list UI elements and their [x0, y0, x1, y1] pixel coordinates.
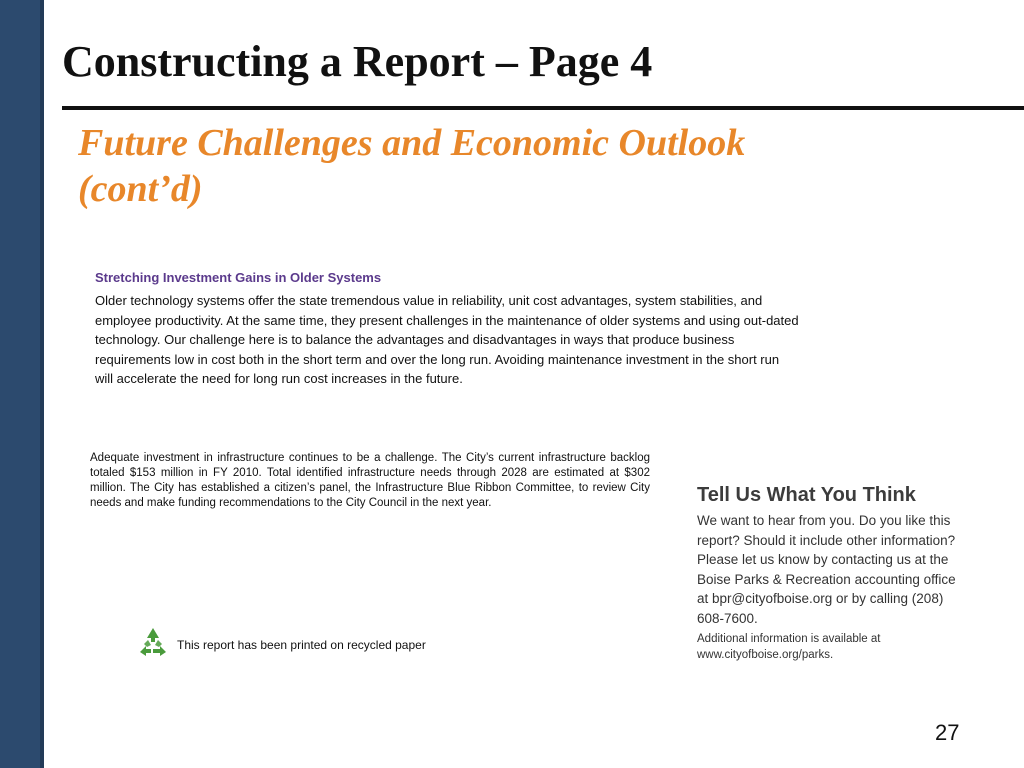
- infrastructure-paragraph: Adequate investment in infrastructure continues to be a challenge. The City’s current infrastructure backlog totaled $153 million in FY 2010. Total identified infrastructure needs through 2028 are estimated at $302 million. The City has established a citizen’s panel, the Infrastructure Blue Ribbon Committee, to review City needs and make funding recommendations to the City Council in the next year.: [90, 452, 650, 509]
- page-number: 27: [935, 720, 960, 745]
- subtitle-line-1: Future Challenges and Economic Outlook: [78, 122, 746, 164]
- slide-title: Constructing a Report – Page 4: [62, 37, 653, 86]
- recycle-note-text: This report has been printed on recycled paper: [177, 638, 426, 652]
- left-sidebar-edge: [40, 0, 44, 768]
- feedback-box: [697, 484, 967, 663]
- feedback-heading: Tell Us What You Think: [697, 484, 916, 506]
- subtitle-line-2: (cont’d): [78, 168, 203, 210]
- left-sidebar-bar: [0, 0, 44, 768]
- feedback-additional-info: [697, 631, 967, 663]
- title-divider: [62, 106, 1024, 110]
- stretching-paragraph: Older technology systems offer the state tremendous value in reliability, unit cost advantages, system stabilities, and employee productivity. At the same time, they present challenges in the maintenance of older systems and using out-dated technology. Our challenge here is to balance the advantages and disadvantages in ways that produce business requirements low in cost both in the short term and over the long run. Avoiding maintenance investment in the short run will accelerate the need for long run cost increases in the future.: [95, 293, 799, 386]
- recycle-icon: [135, 625, 171, 666]
- recycled-paper-note: [135, 627, 426, 663]
- slide-subtitle: [78, 120, 978, 212]
- feedback-body: We want to hear from you. Do you like this report? Should it include other information? Please let us know by contacting us at the Boise Parks & Recreation accounting office at bpr@cityofboise.org or by calling (208) 608-7600.: [697, 513, 956, 626]
- parks-website-text: www.cityofboise.org/parks.: [697, 648, 834, 661]
- additional-info-line: Additional information is available at: [697, 632, 881, 645]
- stretching-heading: Stretching Investment Gains in Older Systems: [95, 270, 382, 285]
